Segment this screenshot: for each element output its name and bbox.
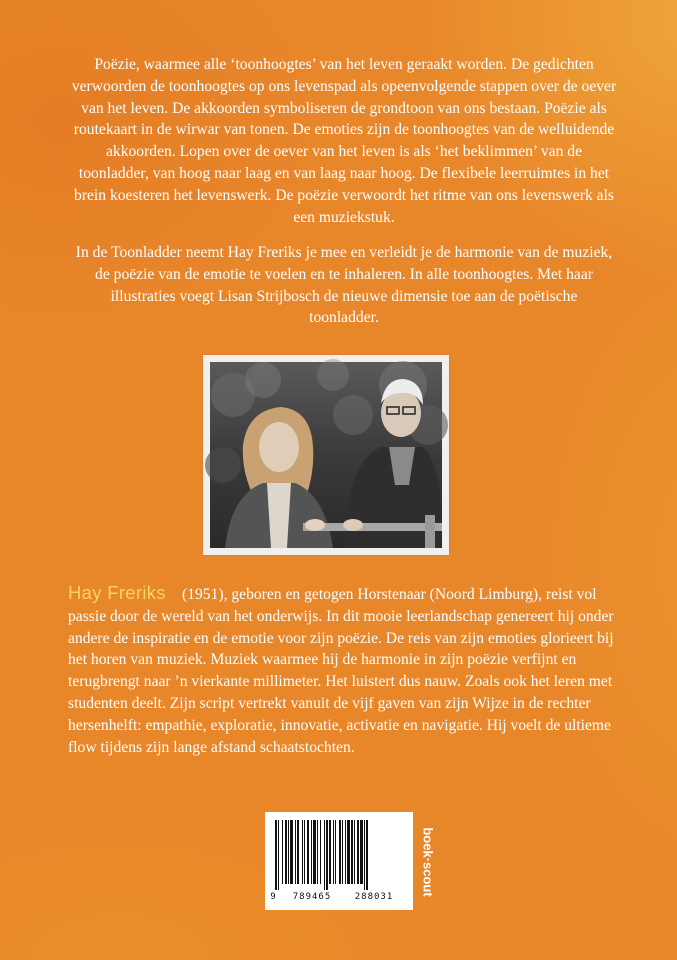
barcode-bar	[285, 820, 287, 884]
barcode-bar	[326, 820, 328, 890]
barcode-bar	[347, 820, 350, 884]
barcode-bar	[278, 820, 279, 890]
author-bio-text: (1951), geboren en getogen Horstenaar (Noord Limburg), reist vol passie door de wereld van het onderwijs. In dit mooie leerlandschap genereert hij onder andere de inspiratie en de emotie voor zijn poëzie. De reis van zijn emoties glorieert bij het horen van muziek. Muziek waarmee hij de harmonie in zijn poëzie verfijnt en terugbrengt naar ’n vierkante millimeter. Het luistert dus nauw. Zoals ook het leren met studenten deelt. Zijn script vertrekt vanuit de vijf gaven van zijn Wijze in de rechter hersenhelft: empathie, exploratie, innovatie, activatie en navigatie. Hij voelt de ultieme flow tijdens zijn lange afstand schaatstochten.	[68, 586, 614, 756]
barcode-bar	[366, 820, 368, 890]
barcode-bar	[357, 820, 359, 884]
barcode-bar	[364, 820, 365, 890]
barcode-digit-first: 9	[270, 892, 276, 902]
barcode-bar	[297, 820, 299, 884]
barcode-bar	[313, 820, 316, 884]
barcode-bar	[288, 820, 289, 884]
barcode-bar	[307, 820, 309, 884]
barcode-bar	[354, 820, 355, 884]
barcode-group-right: 288031	[354, 892, 394, 902]
barcode-bar	[311, 820, 312, 884]
barcode-bar	[360, 820, 363, 884]
barcode-bar	[324, 820, 325, 890]
barcode-bar	[342, 820, 343, 884]
author-photo	[203, 355, 449, 555]
publisher-logo	[418, 814, 438, 910]
isbn-barcode	[265, 812, 413, 910]
barcode-bar	[339, 820, 341, 884]
barcode-bar	[302, 820, 303, 884]
barcode-bar	[345, 820, 346, 884]
barcode-group-left: 789465	[292, 892, 332, 902]
barcode-bar	[333, 820, 334, 884]
barcode-number	[265, 892, 413, 902]
barcode-bar	[335, 820, 336, 884]
author-bio	[68, 584, 614, 758]
barcode-bar	[295, 820, 296, 884]
barcode-bar	[275, 820, 277, 890]
intro-paragraph-1: Poëzie, waarmee alle ‘toonhoogtes’ van het leven geraakt worden. De gedichten verwoorden de toonhoogtes op ons levenspad als opeenvolgende stappen over de oever van het leven. De akkoorden symboliseren de grondtoon van ons bestaan. Poëzie als routekaart in de wirwar van tonen. De emoties zijn de toonhoogtes van de welluidende akkoorden. Lopen over de oever van het leven is als ‘het beklimmen’ van de toonladder, van hoog naar laag en van laag naar hoog. De flexibele leerruimtes in het brein koesteren het levenswerk. De poëzie verwoordt het ritme van ons levenswerk als een muziekstuk.	[71, 56, 617, 226]
intro-paragraph-2: In de Toonladder neemt Hay Freriks je mee en verleidt je de harmonie van de muziek, de poëzie van de emotie te voelen en te inhaleren. In alle toonhoogtes. Met haar illustraties voegt Lisan Strijbosch de nieuwe dimensie toe aan de poëtische toonladder.	[75, 244, 613, 327]
barcode-bar	[329, 820, 331, 884]
barcode-bar	[282, 820, 283, 884]
barcode-bar	[351, 820, 353, 884]
author-name: Hay Freriks	[68, 582, 166, 603]
barcode-bar	[317, 820, 318, 884]
barcode-bars	[273, 820, 405, 890]
publisher-logo-text: boek·scout	[420, 827, 436, 897]
barcode-bar	[320, 820, 321, 884]
barcode-bar	[304, 820, 305, 884]
barcode-bar	[290, 820, 293, 884]
